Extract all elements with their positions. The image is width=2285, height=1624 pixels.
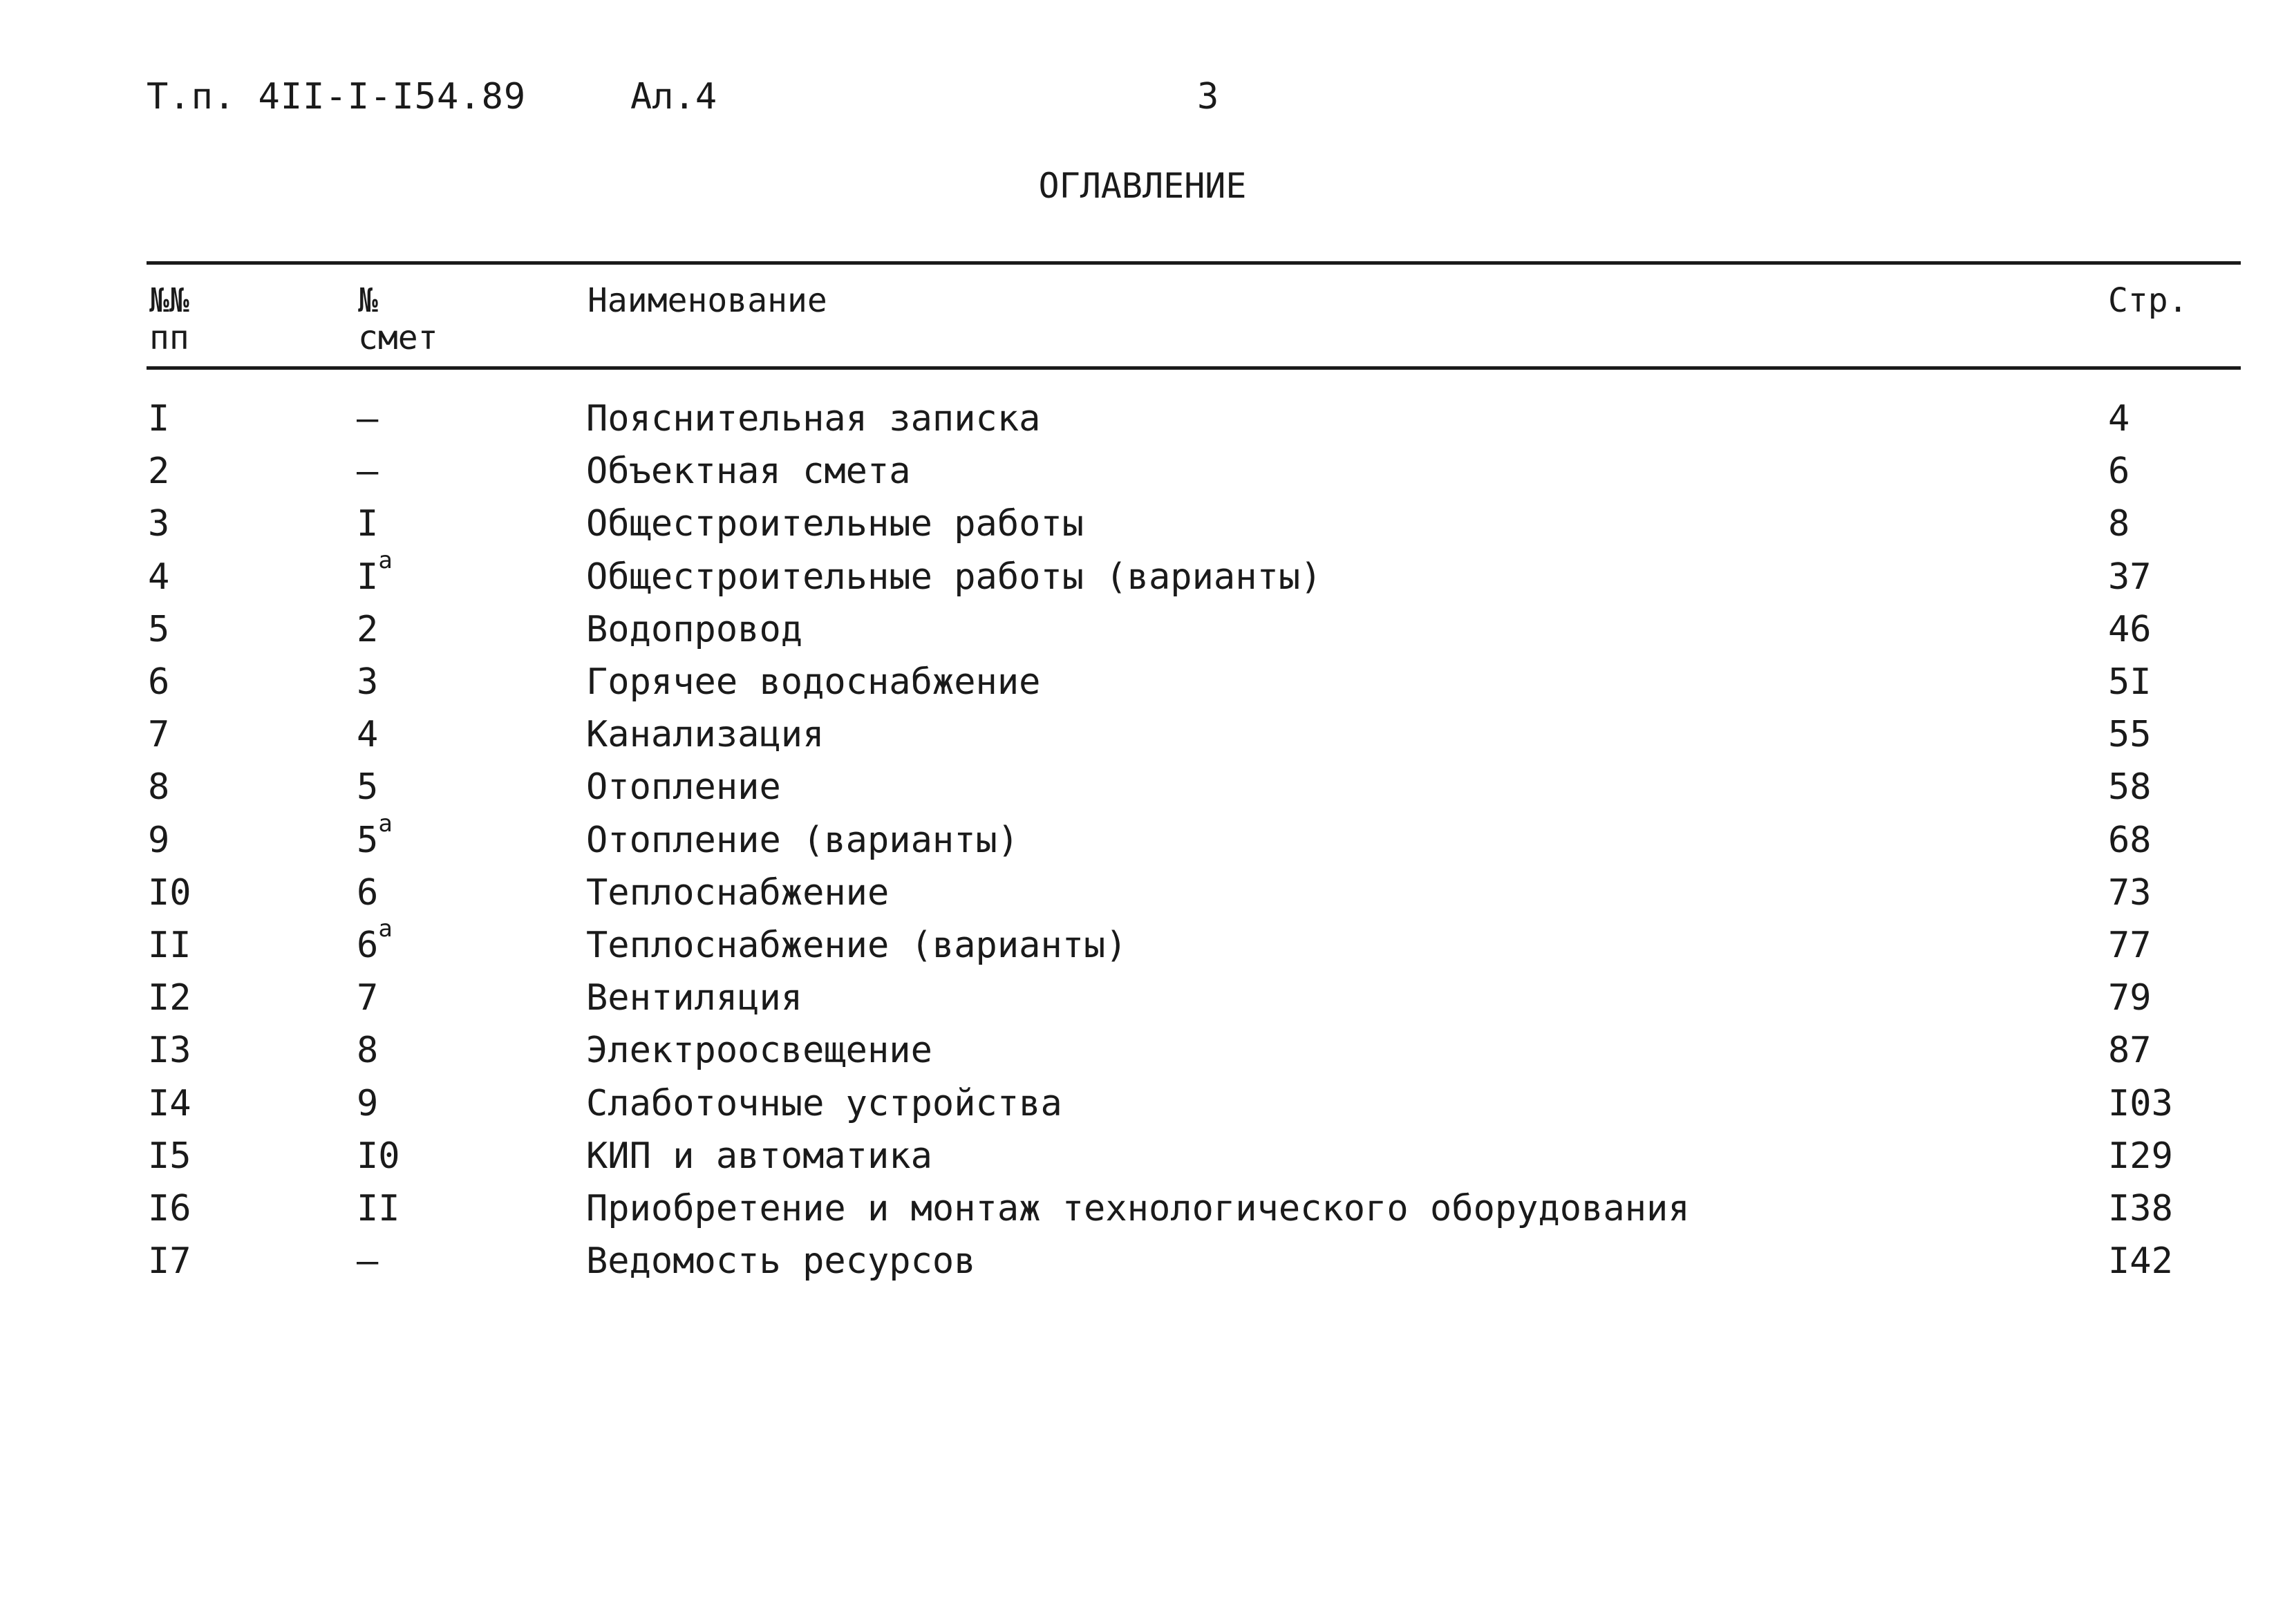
row-title: Горячее водоснабжение	[586, 661, 1041, 703]
row-page: 58	[2108, 766, 2152, 809]
row-page: I29	[2108, 1135, 2173, 1177]
row-estimate	[357, 1235, 378, 1287]
row-page: 4	[2108, 398, 2130, 440]
row-page: 6	[2108, 451, 2130, 493]
page-number: 3	[1197, 76, 1219, 117]
table-row	[0, 1130, 2285, 1182]
row-title: Общестроительные работы (варианты)	[586, 556, 1322, 598]
row-estimate	[357, 915, 393, 972]
document-title: ОГЛАВЛЕНИЕ	[1038, 166, 1247, 206]
table-row	[0, 445, 2285, 498]
row-estimate-value: 6	[357, 871, 379, 914]
row-estimate	[357, 809, 393, 867]
table-row	[0, 498, 2285, 550]
table-row	[0, 708, 2285, 761]
row-number: I4	[148, 1082, 191, 1124]
row-number: I0	[148, 871, 191, 914]
column-header-estimate-line1: №	[358, 281, 378, 320]
row-estimate-value: 8	[357, 1030, 379, 1072]
row-title: Канализация	[586, 714, 825, 756]
table-top-rule	[147, 261, 2241, 265]
row-estimate-value: II	[357, 1188, 400, 1229]
row-page: 37	[2108, 556, 2152, 598]
table-row	[0, 1024, 2285, 1077]
row-page: I42	[2108, 1240, 2173, 1283]
row-estimate-value: I	[357, 503, 379, 545]
row-title: Слаботочные устройства	[586, 1082, 1062, 1124]
row-title: Отопление (варианты)	[586, 819, 1019, 861]
row-title: КИП и автоматика	[586, 1135, 932, 1177]
table-row	[0, 761, 2285, 813]
row-page: 55	[2108, 714, 2152, 756]
row-page: 5I	[2108, 661, 2152, 703]
row-estimate-value: 7	[357, 977, 379, 1019]
table-row	[0, 393, 2285, 445]
row-estimate-value: 9	[357, 1082, 379, 1124]
row-estimate-value: –	[357, 398, 379, 440]
row-page: 46	[2108, 608, 2152, 650]
row-estimate-suffix: а	[378, 915, 393, 943]
row-estimate-value: 2	[357, 608, 379, 650]
table-row	[0, 915, 2285, 972]
row-number: II	[148, 925, 191, 966]
row-page: 79	[2108, 977, 2152, 1019]
row-title: Приобретение и монтаж технологического оборудования	[586, 1188, 1690, 1229]
row-estimate	[357, 1130, 400, 1182]
column-header-number-line2: пп	[149, 319, 189, 357]
row-number: I5	[148, 1135, 191, 1177]
row-number: 4	[148, 556, 170, 598]
row-page: 68	[2108, 819, 2152, 861]
document-code: Т.п. 4II-I-I54.89	[147, 76, 527, 117]
row-number: 5	[148, 608, 170, 650]
row-estimate	[357, 498, 378, 550]
row-estimate-value: 3	[357, 661, 379, 703]
row-estimate-value: 5	[357, 766, 379, 809]
table-header-rule	[147, 366, 2241, 370]
row-number: I2	[148, 977, 191, 1019]
table-row	[0, 546, 2285, 603]
row-estimate-value: I0	[357, 1135, 400, 1177]
row-estimate-value: 4	[357, 714, 379, 756]
row-title: Ведомость ресурсов	[586, 1240, 976, 1283]
row-estimate-suffix: а	[378, 546, 393, 574]
row-estimate-value: –	[357, 451, 379, 493]
row-title: Электроосвещение	[586, 1030, 932, 1072]
column-header-name: Наименование	[587, 281, 827, 320]
row-page: 77	[2108, 925, 2152, 966]
row-estimate-value: –	[357, 1240, 379, 1283]
row-estimate	[357, 708, 378, 761]
row-estimate	[357, 1077, 378, 1130]
table-row	[0, 603, 2285, 656]
row-estimate	[357, 972, 378, 1024]
row-number: I	[148, 398, 170, 440]
row-estimate	[357, 603, 378, 656]
row-number: I7	[148, 1240, 191, 1283]
row-number: I3	[148, 1030, 191, 1072]
row-estimate	[357, 546, 393, 603]
row-number: 9	[148, 819, 170, 861]
row-title: Теплоснабжение	[586, 871, 890, 914]
row-estimate	[357, 1182, 400, 1235]
row-estimate-value: 6	[357, 925, 379, 966]
row-number: 2	[148, 451, 170, 493]
row-number: 8	[148, 766, 170, 809]
row-title: Объектная смета	[586, 451, 911, 493]
row-title: Водопровод	[586, 608, 803, 650]
column-header-page: Стр.	[2108, 281, 2188, 320]
row-title: Вентиляция	[586, 977, 803, 1019]
row-number: 3	[148, 503, 170, 545]
row-title: Пояснительная записка	[586, 398, 1041, 440]
row-number: 6	[148, 661, 170, 703]
row-estimate	[357, 761, 378, 813]
table-row	[0, 1182, 2285, 1235]
row-estimate	[357, 393, 378, 445]
row-page: I03	[2108, 1082, 2173, 1124]
row-number: I6	[148, 1188, 191, 1229]
column-header-estimate-line2: смет	[358, 319, 438, 357]
table-row	[0, 656, 2285, 708]
column-header-estimate	[358, 282, 438, 357]
table-row	[0, 1235, 2285, 1287]
table-row	[0, 867, 2285, 919]
row-page: 8	[2108, 503, 2130, 545]
table-row	[0, 1077, 2285, 1130]
row-page: 87	[2108, 1030, 2152, 1072]
row-page: 73	[2108, 871, 2152, 914]
row-estimate	[357, 867, 378, 919]
row-estimate-value: 5	[357, 819, 379, 861]
row-title: Теплоснабжение (варианты)	[586, 925, 1127, 966]
sheet-label: Ал.4	[630, 76, 717, 117]
row-estimate	[357, 1024, 378, 1077]
row-title: Общестроительные работы	[586, 503, 1084, 545]
row-estimate	[357, 656, 378, 708]
row-number: 7	[148, 714, 170, 756]
row-estimate-value: I	[357, 556, 379, 598]
row-page: I38	[2108, 1188, 2173, 1229]
table-row	[0, 809, 2285, 867]
row-title: Отопление	[586, 766, 781, 809]
row-estimate	[357, 445, 378, 498]
column-header-number	[149, 282, 189, 357]
table-row	[0, 972, 2285, 1024]
row-estimate-suffix: а	[378, 809, 393, 838]
column-header-number-line1: №№	[149, 281, 189, 320]
